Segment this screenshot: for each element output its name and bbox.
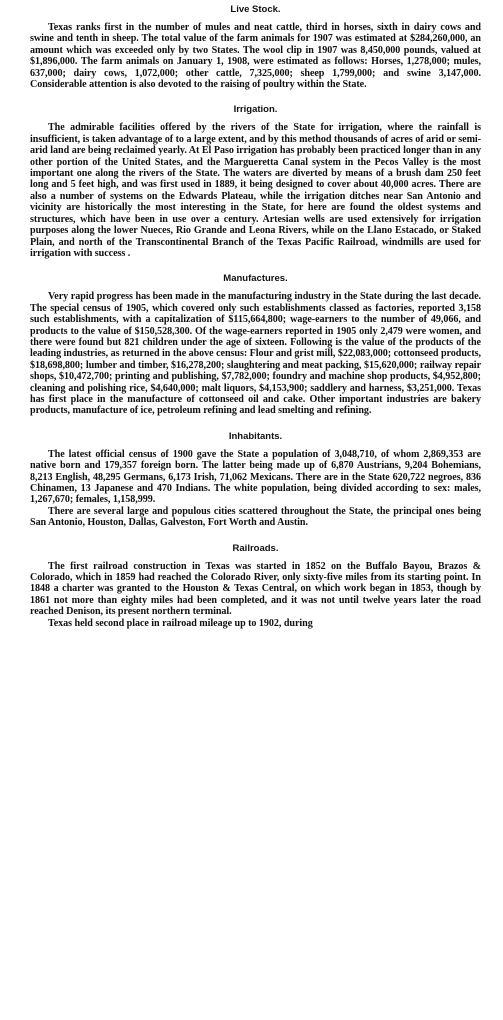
section-inhabitants <box>30 431 481 529</box>
section-title: Live Stock. <box>230 4 281 15</box>
section-railroads <box>30 543 481 629</box>
section-title: Manufactures. <box>223 273 288 285</box>
section-manufactures <box>30 273 481 416</box>
section-irrigation <box>30 104 481 259</box>
paragraph: Texas ranks first in the number of mules and neat cattle, third in horses, sixth in dairy cows and swine and tenth in sheep. The total value of the farm animals for 1907 was estimated at $284,260,000, an amount which was exceeded only by two States. The wool clip in 1907 was 8,450,000 pounds, valued at $1,896,000. The farm animals on January 1, 1908, were estimated as follows: Horses, 1,278,000; mules, 637,000; dairy cows, 1,072,000; other cattle, 7,325,000; sheep 1,799,000; and swine 3,147,000. Considerable attention is also devoted to the raising of poultry within the State. <box>30 22 481 91</box>
paragraph: The admirable facilities offered by the rivers of the State for irrigation, where the rainfall is insufficient, is taken advantage of to a large extent, and by this method thousands of acres of arid or semi-arid land are being reclaimed yearly. At El Paso irrigation has probably been practiced longer than in any other portion of the United States, and the Margueretta Canal system in the Pecos Valley is the most important one along the rivers of the State. The waters are diverted by means of a brush dam 250 feet long and 5 feet high, and was first used in 1889, it being designed to cover about 40,000 acres. There are also a number of systems on the Edwards Plateau, while the irrigation ditches near San Antonio and vicinity are historically the most interesting in the State, for here are found the oldest systems and structures, which have been in use over a century. Artesian wells are used extensively for irrigation purposes along the lower Nueces, Rio Grande and Leona Rivers, while on the Llano Estacado, or Staked Plain, and north of the Transcontinental Branch of the Texas Pacific Railroad, windmills are used for irrigation with success . <box>30 122 481 259</box>
section-live-stock <box>30 4 481 90</box>
section-title: Railroads. <box>232 542 279 554</box>
paragraph: The latest official census of 1900 gave the State a population of 3,048,710, of whom 2,869,353 are native born and 179,357 foreign born. The latter being made up of 6,870 Austrians, 9,204 Bohemians, 8,213 English, 48,295 Germans, 6,173 Irish, 71,062 Mexicans. There are in the State 620,722 negroes, 836 Chinamen, 13 Japanese and 470 Indians. The white population, being divided according to sex: males, 1,267,670; females, 1,158,999. <box>30 448 481 506</box>
section-gap <box>30 529 481 543</box>
section-gap <box>30 259 481 273</box>
paragraph: Very rapid progress has been made in the manufacturing industry in the State during the last decade. The special census of 1905, which covered only such establishments classed as factories, reported 3,158 such establishments, with a capitalization of $115,664,800; wage-earners to the number of 49,066, and products to the value of $150,528,300. Of the wage-earners reported in 1905 only 2,479 were women, and there were found but 821 children under the age of sixteen. Following is the value of the products of the leading industries, as returned in the above census: Flour and grist mill, $22,083,000; cottonseed products, $18,698,800; lumber and timber, $16,278,200; slaughtering and meat packing, $15,620,000; railway repair shops, $10,472,700; printing and publishing, $7,782,000; foundry and machine shop products, $4,952,800; cleaning and polishing rice, $4,640,000; malt liquors, $4,153,900; saddlery and harness, $3,251,000. Texas has first place in the manufacture of cottonseed oil and cake. Other important industries are bakery products, manufacture of ice, petroleum refining and lead smelting and refining. <box>30 291 481 417</box>
section-title: Irrigation. <box>233 104 278 116</box>
section-gap <box>30 417 481 431</box>
section-title: Inhabitants. <box>228 430 283 442</box>
paragraph: Texas held second place in railroad mileage up to 1902, during <box>48 617 313 629</box>
paragraph: There are several large and populous cities scattered throughout the State, the principal ones being San Antonio, Houston, Dallas, Galveston, Fort Worth and Austin. <box>30 505 481 529</box>
paragraph: The first railroad construction in Texas was started in 1852 on the Buffalo Bayou, Brazos & Colorado, which in 1859 had reached the Colorado River, only sixty-five miles from its starting point. In 1848 a charter was granted to the Houston & Texas Central, on which work began in 1853, though by 1861 not more than eighty miles had been completed, and it was not until twelve years later the road reached Denison, its present northern terminal. <box>30 560 481 618</box>
section-gap <box>30 90 481 104</box>
